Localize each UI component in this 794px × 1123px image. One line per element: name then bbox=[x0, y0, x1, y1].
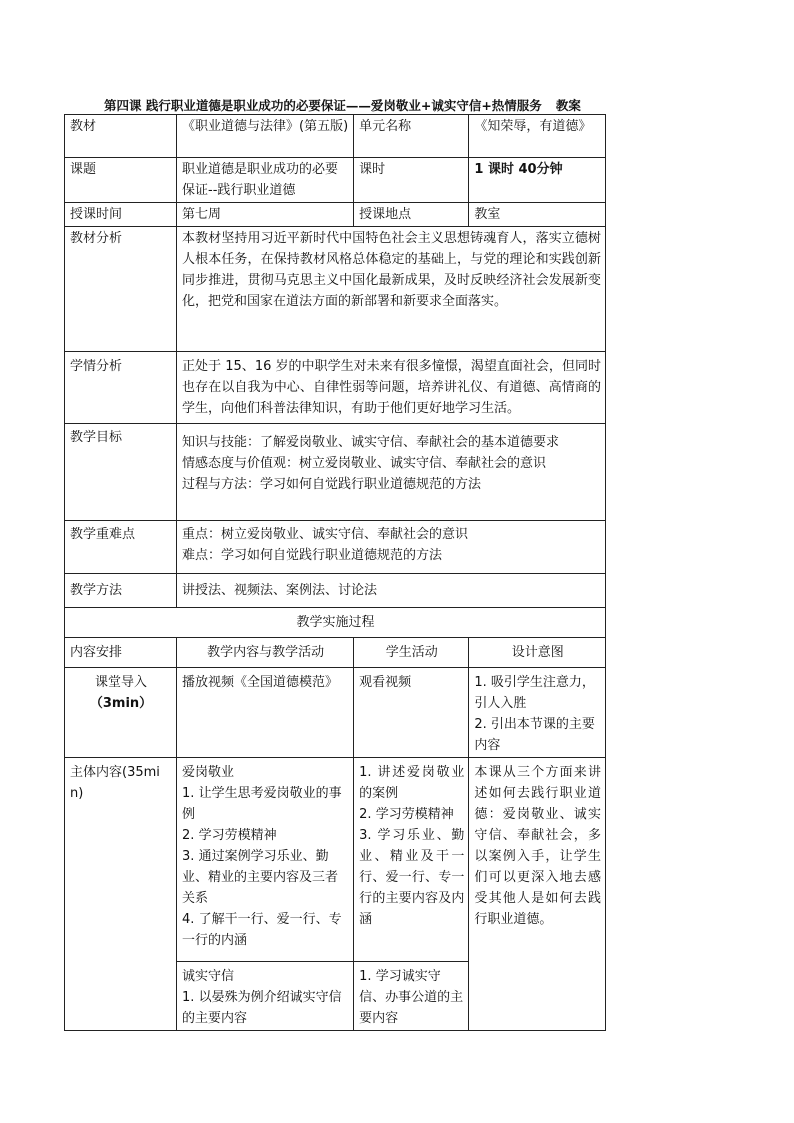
student-label: 学情分析 bbox=[65, 352, 177, 424]
main-student-b-item: 1. 学习诚实守信、办事公道的主要内容 bbox=[359, 969, 464, 1026]
main-student-a-item: 2. 学习劳模精神 bbox=[359, 807, 454, 822]
intro-duration: （3min） bbox=[89, 696, 153, 711]
intro-intent-item: 1. 吸引学生注意力，引人入胜 bbox=[474, 675, 595, 711]
main-teaching-a-item: 1. 让学生思考爱岗敬业的事例 bbox=[182, 786, 342, 822]
main-student-a bbox=[354, 758, 469, 962]
main-teaching-b-item: 1. 以晏殊为例介绍诚实守信的主要内容 bbox=[182, 990, 342, 1026]
intro-stage bbox=[65, 668, 177, 758]
main-teaching-a-item: 2. 学习劳模精神 bbox=[182, 828, 277, 843]
main-teaching-a-item: 4. 了解干一行、爱一行、专一行的内涵 bbox=[182, 912, 342, 948]
hours-value: 1 课时 40分钟 bbox=[469, 158, 606, 203]
hours-label: 课时 bbox=[354, 158, 469, 203]
topic-label: 课题 bbox=[65, 158, 177, 203]
title-suffix: 教案 bbox=[555, 98, 581, 113]
main-teaching-a-title: 爱岗敬业 bbox=[182, 765, 235, 780]
keypoint-item: 难点：学习如何自觉践行职业道德规范的方法 bbox=[182, 548, 443, 563]
goal-item: 情感态度与价值观：树立爱岗敬业、诚实守信、奉献社会的意识 bbox=[182, 456, 547, 471]
row-process-columns bbox=[65, 638, 606, 668]
unit-label: 单元名称 bbox=[354, 115, 469, 158]
main-student-a-item: 1. 讲述爱岗敬业的案例 bbox=[359, 765, 465, 801]
keypoints-list bbox=[177, 521, 606, 574]
time-label: 授课时间 bbox=[65, 203, 177, 227]
topic-value: 职业道德是职业成功的必要保证--践行职业道德 bbox=[177, 158, 354, 203]
keypoints-label: 教学重难点 bbox=[65, 521, 177, 574]
row-main-a bbox=[65, 758, 606, 962]
goals-label: 教学目标 bbox=[65, 424, 177, 521]
row-keypoints bbox=[65, 521, 606, 574]
main-teaching-a-item: 3. 通过案例学习乐业、勤业、精业的主要内容及三者关系 bbox=[182, 849, 339, 906]
intro-teaching: 播放视频《全国道德模范》 bbox=[177, 668, 354, 758]
col-header-arrangement: 内容安排 bbox=[65, 638, 177, 668]
methods-label: 教学方法 bbox=[65, 574, 177, 608]
row-time bbox=[65, 203, 606, 227]
lesson-plan-table bbox=[64, 114, 606, 1031]
keypoint-item: 重点：树立爱岗敬业、诚实守信、奉献社会的意识 bbox=[182, 527, 469, 542]
textbook-value: 《职业道德与法律》(第五版) bbox=[177, 115, 354, 158]
goal-item: 过程与方法：学习如何自觉践行职业道德规范的方法 bbox=[182, 477, 482, 492]
document-title bbox=[104, 96, 581, 114]
goal-item: 知识与技能：了解爱岗敬业、诚实守信、奉献社会的基本道德要求 bbox=[182, 435, 560, 450]
intro-intent-item: 2. 引出本节课的主要内容 bbox=[474, 717, 595, 753]
row-topic bbox=[65, 158, 606, 203]
col-header-student: 学生活动 bbox=[354, 638, 469, 668]
intro-student: 观看视频 bbox=[354, 668, 469, 758]
textbook-label: 教材 bbox=[65, 115, 177, 158]
row-material-analysis bbox=[65, 227, 606, 352]
material-label: 教材分析 bbox=[65, 227, 177, 352]
row-goals bbox=[65, 424, 606, 521]
main-intent: 本课从三个方面来讲述如何去践行职业道德：爱岗敬业、诚实守信、奉献社会，多以案例入手，让学生们可以更深入地去感受其他人是如何去践行职业道德。 bbox=[469, 758, 606, 1031]
main-teaching-b bbox=[177, 962, 354, 1031]
intro-intent bbox=[469, 668, 606, 758]
col-header-teaching: 教学内容与教学活动 bbox=[177, 638, 354, 668]
row-textbook bbox=[65, 115, 606, 158]
row-intro bbox=[65, 668, 606, 758]
intro-stage-name: 课堂导入 bbox=[95, 675, 148, 690]
row-process-heading bbox=[65, 608, 606, 638]
process-heading: 教学实施过程 bbox=[65, 608, 606, 638]
main-teaching-a bbox=[177, 758, 354, 962]
unit-value: 《知荣辱，有道德》 bbox=[469, 115, 606, 158]
col-header-intent: 设计意图 bbox=[469, 638, 606, 668]
main-stage: 主体内容(35min) bbox=[65, 758, 177, 1031]
student-text: 正处于 15、16 岁的中职学生对未来有很多憧憬，渴望直面社会，但同时也存在以自我为中心、自律性弱等问题，培养讲礼仪、有道德、高情商的学生，向他们科普法律知识，有助于他们更好地学习生活。 bbox=[177, 352, 606, 424]
main-student-a-item: 3. 学习乐业、勤业、精业及干一行、爱一行、专一行的主要内容及内涵 bbox=[359, 828, 465, 927]
main-student-b bbox=[354, 962, 469, 1031]
main-teaching-b-title: 诚实守信 bbox=[182, 969, 235, 984]
row-student-analysis bbox=[65, 352, 606, 424]
place-label: 授课地点 bbox=[354, 203, 469, 227]
material-text: 本教材坚持用习近平新时代中国特色社会主义思想铸魂育人，落实立德树人根本任务，在保持教材风格总体稳定的基础上，与党的理论和实践创新同步推进，贯彻马克思主义中国化最新成果，及时反映经济社会发展新变化，把党和国家在道法方面的新部署和新要求全面落实。 bbox=[177, 227, 606, 352]
place-value: 教室 bbox=[469, 203, 606, 227]
goals-list bbox=[177, 424, 606, 521]
row-methods bbox=[65, 574, 606, 608]
title-text: 第四课 践行职业道德是职业成功的必要保证——爱岗敬业+诚实守信+热情服务 bbox=[104, 98, 542, 113]
time-value: 第七周 bbox=[177, 203, 354, 227]
methods-text: 讲授法、视频法、案例法、讨论法 bbox=[177, 574, 606, 608]
